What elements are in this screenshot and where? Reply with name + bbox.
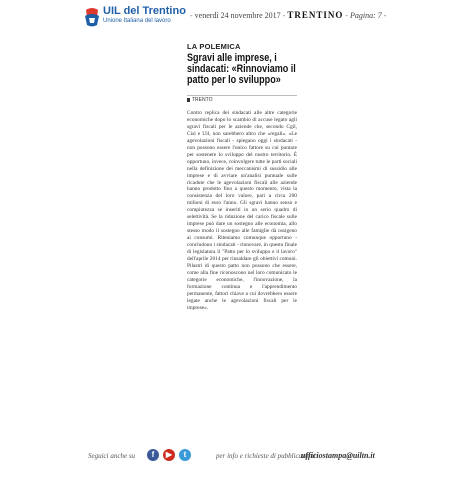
- newspaper-name: TRENTINO: [287, 10, 344, 20]
- uil-logo-icon: [84, 7, 100, 27]
- article-kicker: LA POLEMICA: [187, 42, 241, 51]
- brand-block: [103, 6, 186, 25]
- article-headline: Sgravi alle imprese, i sindacati: «Rinnoviamo il patto per lo sviluppo»: [187, 52, 296, 86]
- facebook-icon[interactable]: f: [147, 449, 159, 461]
- follow-us-text: Seguici anche su: [88, 452, 136, 460]
- source-marker-icon: [187, 98, 190, 102]
- press-office-email[interactable]: ufficiostampa@uiltn.it: [301, 451, 375, 460]
- page-header: [0, 0, 469, 36]
- source-label: TRENTO: [192, 97, 213, 103]
- header-dateline: - venerdì 24 novembre 2017 - TRENTINO - Pagina: 7 -: [190, 10, 387, 20]
- article-body: Contro replica dei sindacati alle altre categorie economiche dopo lo scambio di accuse legato agli sgravi fiscali per le aziende che, secondo Cgil, Cisl e Uil, non sarebbero altro che «regali». «Le agevolazioni fiscali - spiegano oggi i sindacati - non possono essere l'unico fattore su cui puntare per sostenere lo sviluppo del nostro territorio. È opportuno, invece, coinvolgere tutte le parti sociali nella definizione dei meccanismi di sussidio alle imprese e di avviare un'analisi puntuale sulle ricadute che le agevolazioni fiscali alle aziende hanno prodotto fino a questo momento, vista la consistenza del loro valore, pari a circa 200 milioni di euro l'anno. Gli sgravi hanno senso e compiutezza se inseriti in un serio quadro di selettività. Se la riduzione del carico fiscale sulle imprese può dare un sostegno alle economia, allo stesso modo il sostegno alle famiglie dà ossigeno ai consumi. Riteniamo comunque opportuno - concludono i sindacati - rinnovare, in questo finale di legislatura il "Patto per lo sviluppo e il lavoro" dell'aprile 2014 per rinsaldare gli obiettivi comuni. Pilastri di questo patto non possono che essere, come alla fine riconoscono nel loro comunicato le categorie economiche, l'innovazione, la formazione continua e l'apprendimento permanente, fattori chiave a cui dovrebbero essere legate anche le agevolazioni fiscali per le imprese».: [187, 110, 297, 311]
- twitter-icon[interactable]: t: [179, 449, 191, 461]
- page-footer: [0, 446, 469, 468]
- article: [187, 42, 297, 312]
- issue-date: venerdì 24 novembre 2017: [194, 11, 281, 20]
- info-text: per info e richieste di pubblicazioni:: [216, 452, 319, 460]
- brand-subtitle: Unione Italiana del lavoro: [103, 18, 171, 24]
- youtube-icon[interactable]: ▶: [163, 449, 175, 461]
- page-number: Pagina: 7: [350, 11, 382, 20]
- brand-name: UIL del Trentino: [103, 5, 186, 17]
- article-source: [187, 95, 297, 103]
